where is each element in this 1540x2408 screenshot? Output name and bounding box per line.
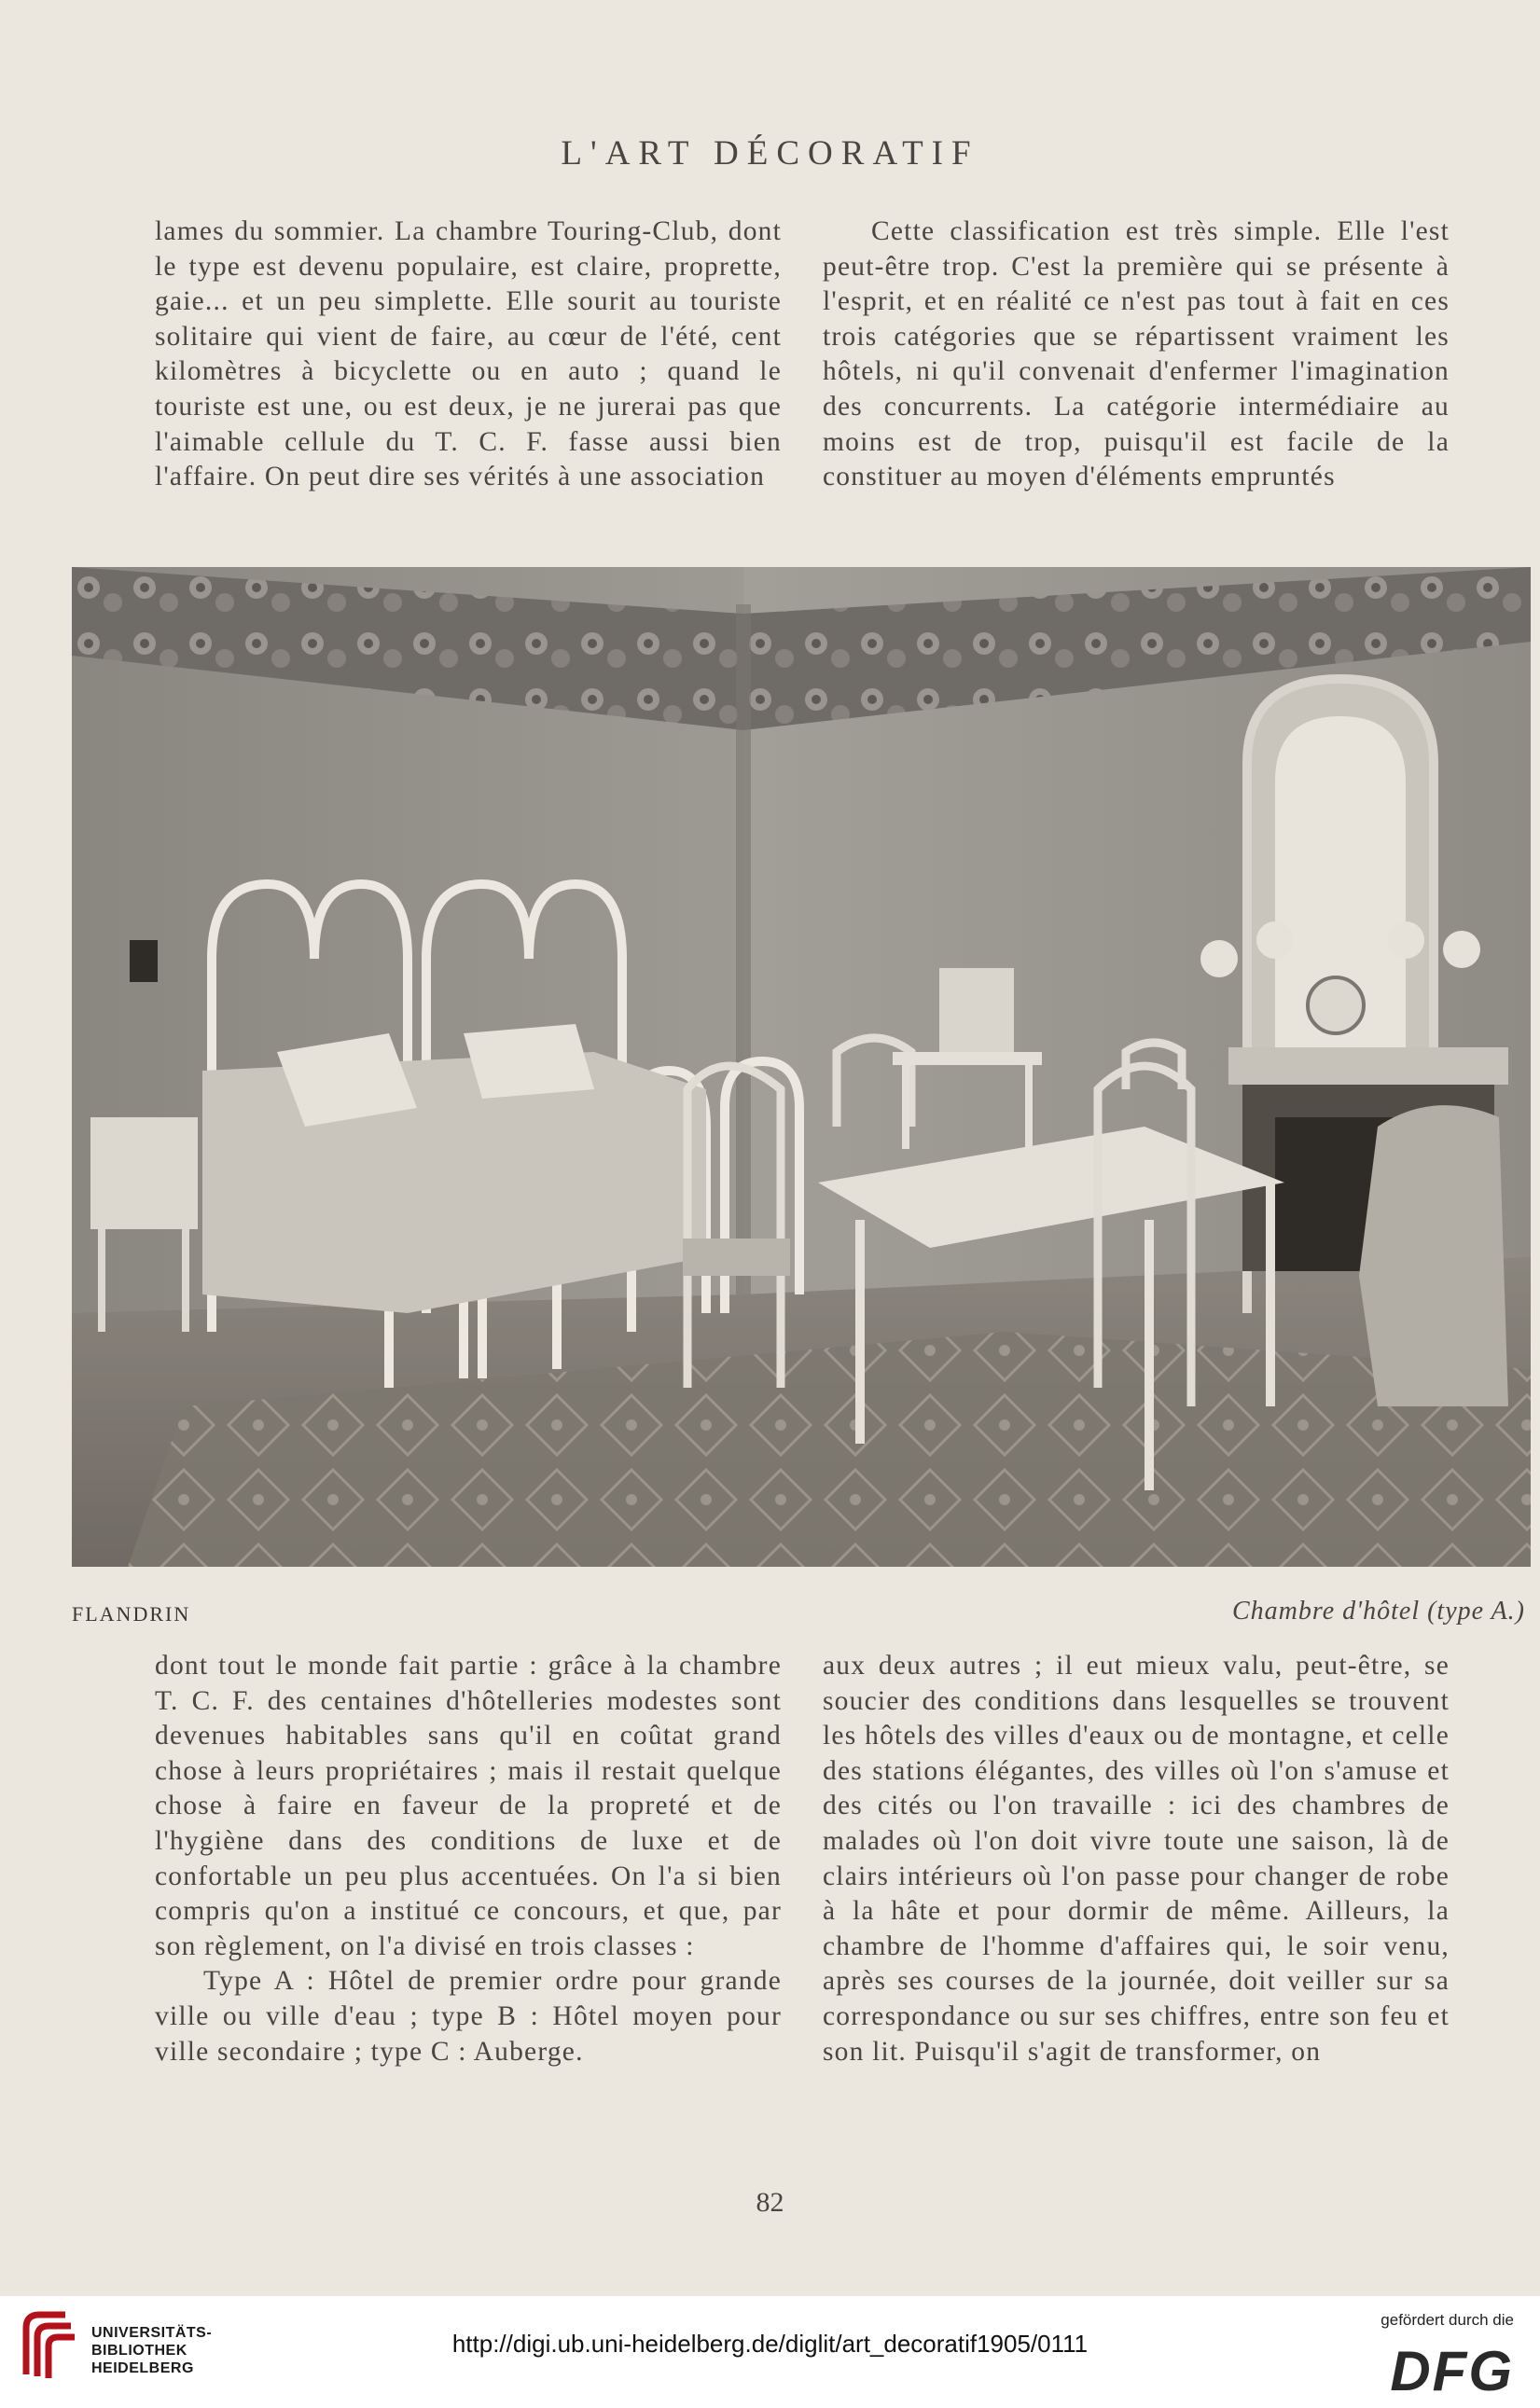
page-number: 82 [756, 2187, 784, 2218]
funder-label: gefördert durch die [1380, 2311, 1514, 2329]
digitization-footer [0, 2296, 1540, 2408]
column-top-left [155, 215, 782, 495]
library-name-line: BIBLIOTHEK [91, 2343, 187, 2359]
paragraph: aux deux autres ; il eut mieux valu, peut-être, se soucier des conditions dans lesquelles se trouvent les hôtels des villes d'eaux ou de montagne, et celle des stations élégantes, des villes où l'on s'amuse et des cités ou l'on travaille : ici des chambres de malades où l'on doit vivre toute une saison, là de clairs intérieurs où l'on passe pour changer de robe à la hâte et pour dormir de même. Ailleurs, la chambre de l'homme d'affaires qui, le soir venu, après ses courses de la journée, doit veiller sur sa correspondance ou sur ses chiffres, entre son feu et son lit. Puisqu'il s'agit de transformer, on [823, 1651, 1450, 2067]
room-illustration [72, 567, 1531, 1567]
library-name-line: HEIDELBERG [91, 2360, 194, 2376]
paragraph: Cette classification est très simple. Elle l'est peut-être trop. C'est la première qui se présente à l'esprit, et en réalité ce n'est pas tout à fait en ces trois catégories que se répartissent vraiment les hôtels, ni qu'il convenait d'enfermer l'imagination des concurrents. La catégorie intermédiaire au moins est de trop, puisqu'il est facile de la constituer au moyen d'éléments empruntés [823, 216, 1450, 492]
running-head: L'ART DÉCORATIF [561, 134, 979, 173]
paragraph: Type A : Hôtel de premier ordre pour grande ville ou ville d'eau ; type B : Hôtel moyen pour ville secondaire ; type C : Auberge. [155, 1966, 782, 2067]
column-bottom-left [155, 1649, 782, 2069]
dfg-logo: DFG [1390, 2340, 1514, 2402]
photo-caption: Chambre d'hôtel (type A.) [1231, 1597, 1525, 1626]
paragraph: lames du sommier. La chambre Touring-Club, dont le type est devenu populaire, est claire, proprette, gaie... et un peu simplette. Elle sourit au touriste solitaire qui vient de faire, au cœur de l'été, cent kilomètres à bicyclette ou en auto ; quand le touriste est une, ou est deux, je ne jurerai pas que l'aimable cellule du T. C. F. fasse aussi bien l'affaire. On peut dire ses vérités à une association [155, 216, 782, 492]
photo-credit: FLANDRIN [72, 1602, 191, 1626]
hotel-room-photograph [72, 567, 1531, 1567]
column-bottom-right [823, 1649, 1450, 2069]
paragraph: dont tout le monde fait partie : grâce à la chambre T. C. F. des centaines d'hôtelleries modestes sont devenues habitables sans qu'il en coûtat grand chose à leurs propriétaires ; mais il restait quelque chose à faire en faveur de la propreté et de l'hygiène dans des conditions de luxe et de confortable un peu plus accentuées. On l'a si bien compris qu'on a institué ce concours, et que, par son règlement, on l'a divisé en trois classes : [155, 1651, 782, 1961]
column-top-right [823, 215, 1450, 495]
library-name-line: UNIVERSITÄTS- [91, 2325, 213, 2341]
source-url-link[interactable]: http://digi.ub.uni-heidelberg.de/diglit/art_decoratif1905/0111 [451, 2330, 1089, 2358]
